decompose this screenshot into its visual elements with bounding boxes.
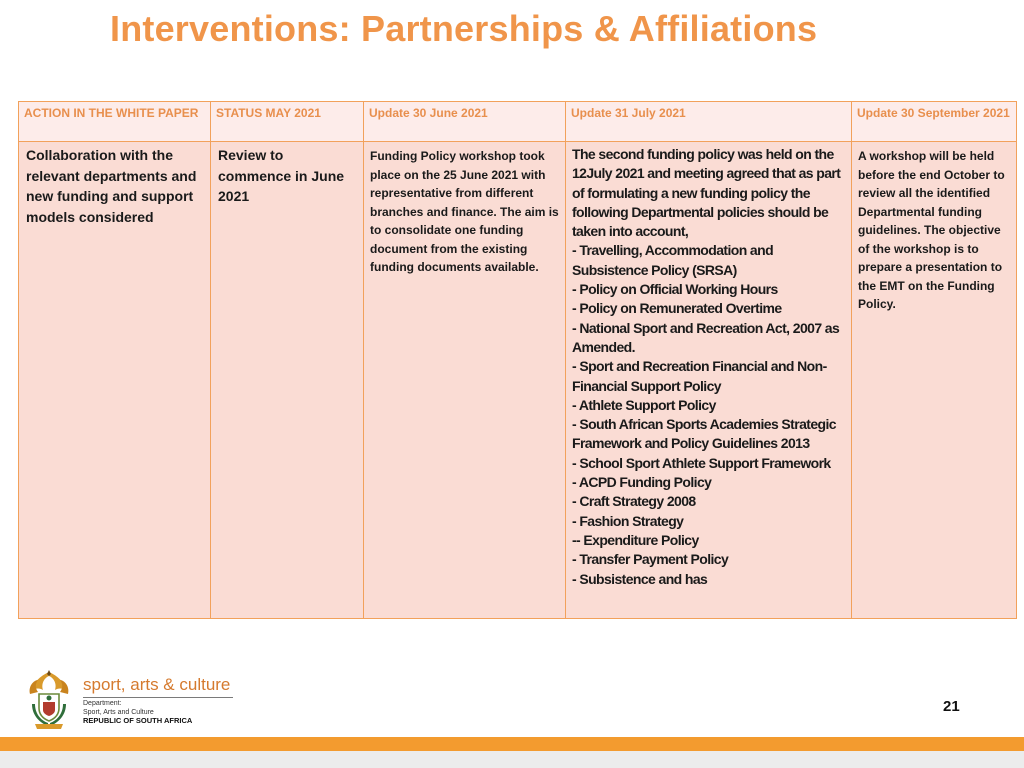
cell-action: Collaboration with the relevant departments and new funding and support models considered xyxy=(19,142,211,619)
header-update-july: Update 31 July 2021 xyxy=(566,102,852,142)
dept-line: Department: xyxy=(83,700,122,707)
cell-update-september: A workshop will be held before the end October to review all the identified Departmental funding guidelines. The objective of the workshop is to prepare a presentation to the EMT on the Funding Policy. xyxy=(852,142,1017,619)
july-policy-item: - Policy on Remunerated Overtime xyxy=(572,300,782,317)
coat-of-arms-icon xyxy=(26,668,72,732)
july-policy-item: - Subsistence and has xyxy=(572,570,708,587)
header-update-september: Update 30 September 2021 xyxy=(852,102,1017,142)
table-row xyxy=(19,142,1017,619)
footer-bar xyxy=(0,737,1024,751)
july-policy-item: - Fashion Strategy xyxy=(572,512,684,529)
slide-title: Interventions: Partnerships & Affiliations xyxy=(110,8,818,49)
department-logo xyxy=(26,668,236,734)
header-status-may: STATUS MAY 2021 xyxy=(211,102,364,142)
july-policy-item: - Policy on Official Working Hours xyxy=(572,281,778,298)
department-text xyxy=(83,700,192,726)
july-policy-item: -- Expenditure Policy xyxy=(572,531,699,548)
page-number: 21 xyxy=(943,698,960,715)
table-header-row xyxy=(19,102,1017,142)
july-policy-item: - Travelling, Accommodation and Subsistence Policy (SRSA) xyxy=(572,242,774,278)
july-policy-item: - Athlete Support Policy xyxy=(572,396,716,413)
july-policy-item: - National Sport and Recreation Act, 2007 as Amended. xyxy=(572,319,840,355)
july-policy-item: - South African Sports Academies Strategic Framework and Policy Guidelines 2013 xyxy=(572,416,836,452)
july-policy-item: - School Sport Athlete Support Framework xyxy=(572,454,831,471)
july-intro: The second funding policy was held on the 12July 2021 and meeting agreed that as part of formulating a new funding policy the following Departmental policies should be taken into account, xyxy=(572,146,841,240)
july-policy-item: - Transfer Payment Policy xyxy=(572,551,729,568)
footer-band xyxy=(0,751,1024,768)
july-policy-item: - Craft Strategy 2008 xyxy=(572,493,696,510)
dept-line: Sport, Arts and Culture xyxy=(83,708,154,716)
header-update-june: Update 30 June 2021 xyxy=(364,102,566,142)
july-policy-item: - Sport and Recreation Financial and Non-Financial Support Policy xyxy=(572,358,827,394)
july-policy-item: - ACPD Funding Policy xyxy=(572,474,712,491)
country-line: REPUBLIC OF SOUTH AFRICA xyxy=(83,716,193,725)
cell-status-may: Review to commence in June 2021 xyxy=(211,142,364,619)
cell-update-june: Funding Policy workshop took place on the 25 June 2021 with representative from different branches and finance. The aim is to consolidate one funding document from the existing funding documents available. xyxy=(364,142,566,619)
brand-underline xyxy=(83,697,233,698)
partnerships-table xyxy=(18,101,1017,619)
cell-update-july xyxy=(566,142,852,619)
header-action: ACTION IN THE WHITE PAPER xyxy=(19,102,211,142)
brand-wordmark: sport, arts & culture xyxy=(83,675,231,694)
